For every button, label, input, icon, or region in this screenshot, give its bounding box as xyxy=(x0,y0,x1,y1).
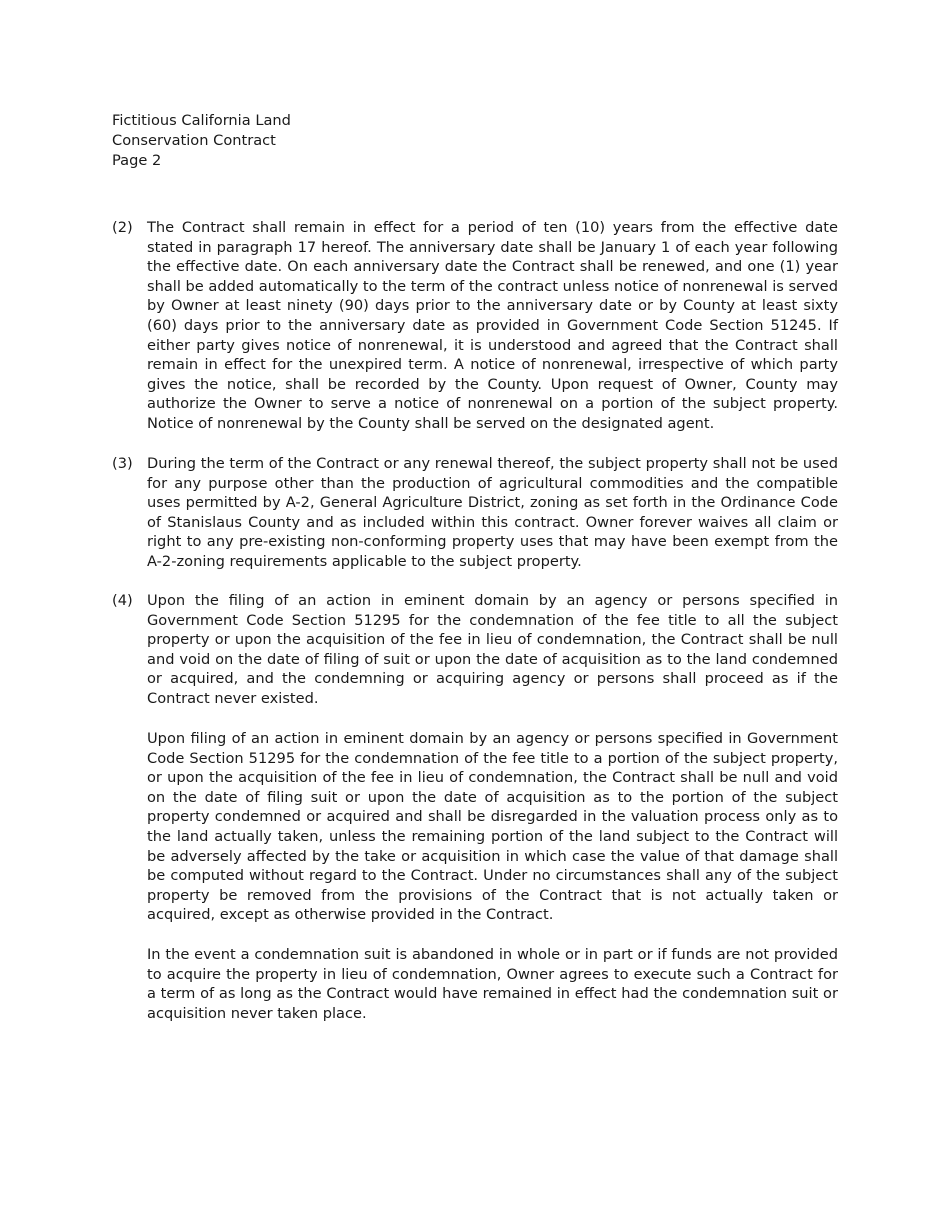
header-page-number: Page 2 xyxy=(112,152,162,169)
paragraph-3-text: During the term of the Contract or any renewal thereof, the subject property shall not be used for any purpose other than the production of agricultural commodities and the compatible uses permitted by A-2, General Agriculture District, zoning as set forth in the Ordinance Code of Stanislaus County and as included within this contract. Owner forever waives all claim or right to any pre-existing non-conforming property uses that may have been exempt from the A-2-zoning requirements applicable to the subject property. xyxy=(147,455,838,570)
paragraph-2-text: The Contract shall remain in effect for a period of ten (10) years from the effective date stated in paragraph 17 hereof. The anniversary date shall be January 1 of each year following the effective date. On each anniversary date the Contract shall be renewed, and one (1) year shall be added automatically to the term of the contract unless notice of nonrenewal is served by Owner at least ninety (90) days prior to the anniversary date or by County at least sixty (60) days prior to the anniversary date as provided in Government Code Section 51245. If either party gives notice of nonrenewal, it is understood and agreed that the Contract shall remain in effect for the unexpired term. A notice of nonrenewal, irrespective of which party gives the notice, shall be recorded by the County. Upon request of Owner, County may authorize the Owner to serve a notice of nonrenewal on a portion of the subject property. Notice of nonrenewal by the County shall be served on the designated agent. xyxy=(147,219,838,432)
paragraph-2 xyxy=(112,218,838,434)
paragraph-4 xyxy=(112,591,838,709)
paragraph-2-number: (2) xyxy=(112,219,133,236)
page-header xyxy=(112,111,512,171)
paragraph-4-number: (4) xyxy=(112,592,133,609)
header-title-line-1: Fictitious California Land xyxy=(112,112,291,129)
paragraph-3-number: (3) xyxy=(112,455,133,472)
paragraph-4-text: Upon the filing of an action in eminent domain by an agency or persons specified in Government Code Section 51295 for the condemnation of the fee title to all the subject property or upon the acquisition of the fee in lieu of condemnation, the Contract shall be null and void on the date of filing of suit or upon the date of acquisition as to the land condemned or acquired, and the condemning or acquiring agency or persons shall proceed as if the Contract never existed. xyxy=(147,592,838,707)
header-title-line-2: Conservation Contract xyxy=(112,132,276,149)
paragraph-4-subparagraph-1: Upon filing of an action in eminent domain by an agency or persons specified in Government Code Section 51295 for the condemnation of the fee title to a portion of the subject property, or upon the acquisition of the fee in lieu of condemnation, the Contract shall be null and void on the date of filing suit or upon the date of acquisition as to the portion of the subject property condemned or acquired and shall be disregarded in the valuation process only as to the land actually taken, unless the remaining portion of the land subject to the Contract will be adversely affected by the take or acquisition in which case the value of that damage shall be computed without regard to the Contract. Under no circumstances shall any of the subject property be removed from the provisions of the Contract that is not actually taken or acquired, except as otherwise provided in the Contract. xyxy=(147,730,838,924)
paragraph-3 xyxy=(112,454,838,572)
paragraph-4-subparagraph-2: In the event a condemnation suit is abandoned in whole or in part or if funds are not provided to acquire the property in lieu of condemnation, Owner agrees to execute such a Contract for a term of as long as the Contract would have remained in effect had the condemnation suit or acquisition never taken place. xyxy=(147,946,838,1022)
